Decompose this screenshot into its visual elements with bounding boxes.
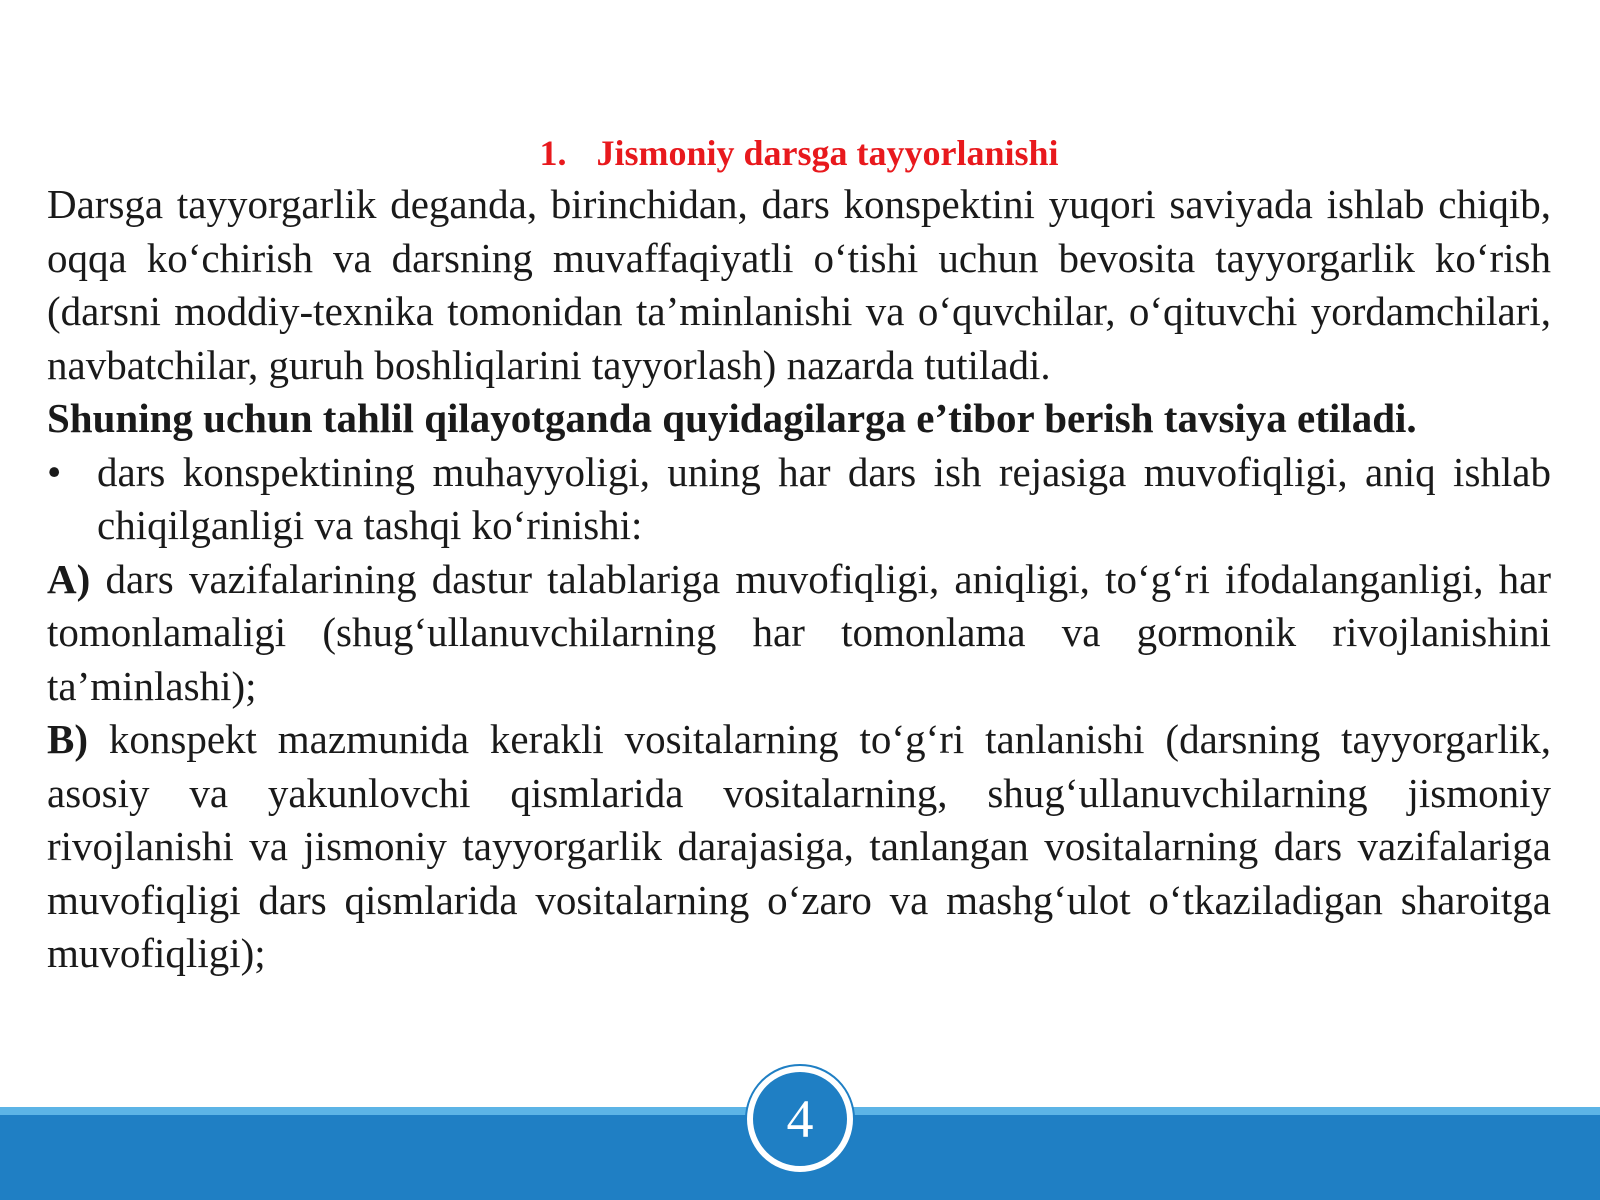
item-a-label: A)	[47, 555, 91, 602]
bullet-item	[47, 446, 1551, 553]
page-number-badge	[747, 1066, 853, 1172]
slide-content	[47, 128, 1551, 981]
item-b-text: konspekt mazmunida kerakli vositalarning to‘g‘ri tanlanishi (darsning tayyorgarlik, asosiy va yakunlovchi qismlarida vositalarning, shug‘ullanuvchilarning jismoniy rivojlanishi va jismoniy tayyorgarlik darajasiga, tanlangan vositalarning dars vazifalariga muvofiqligi dars qismlarida vositalarning o‘zaro va mashg‘ulot o‘tkaziladigan sharoitga muvofiqligi);	[47, 716, 1552, 976]
section-heading	[47, 128, 1551, 178]
item-b-label: B)	[47, 716, 88, 762]
item-a-text: dars vazifalarining dastur talablariga muvofiqligi, aniqligi, to‘g‘ri ifodalanganligi, har tomonlamaligi (shug‘ullanuvchilarning har tomonlama va gormonik rivojlanishini ta’minlashi);	[47, 555, 1552, 709]
bullet-icon: •	[47, 448, 62, 495]
page-number: 4	[786, 1089, 814, 1149]
bold-statement: Shuning uchun tahlil qilayotganda quyidagilarga e’tibor berish tavsiya etiladi.	[47, 395, 1417, 441]
bullet-text: dars konspektining muhayyoligi, uning har dars ish rejasiga muvofiqligi, aniq ishlab chiqilganligi va tashqi ko‘rinishi:	[97, 448, 1551, 548]
item-a-paragraph	[47, 553, 1551, 714]
item-b-paragraph	[47, 713, 1551, 981]
intro-paragraph: Darsga tayyorgarlik deganda, birinchidan, dars konspektini yuqori saviyada ishlab chiqib, oqqa ko‘chirish va darsning muvaffaqiyatli o‘tishi uchun bevosita tayyorgarlik ko‘rish (darsni moddiy-texnika tomonidan ta’minlanishi va o‘quvchilar, o‘qituvchi yordamchilari, navbatchilar, guruh boshliqlarini tayyorlash) nazarda tutiladi.	[47, 181, 1551, 388]
heading-title: Jismoniy darsga tayyorlanishi	[596, 133, 1059, 173]
heading-number: 1.	[539, 133, 567, 173]
